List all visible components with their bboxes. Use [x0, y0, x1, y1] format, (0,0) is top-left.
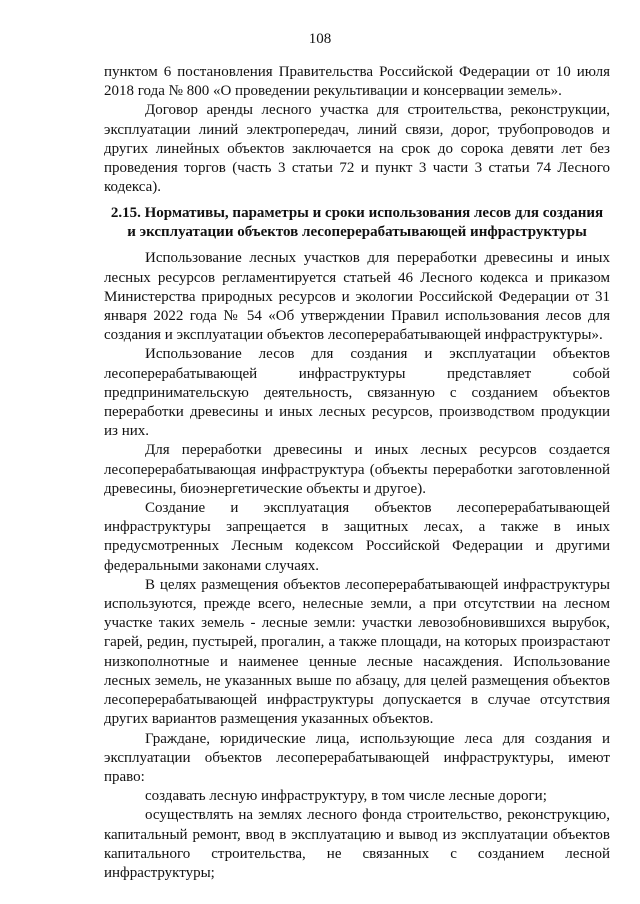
paragraph-continuation: пунктом 6 постановления Правительства Российской Федерации от 10 июля 2018 года № 800 «О проведении рекультивации и консервации земель».: [104, 64, 610, 100]
paragraph-prohibition: Создание и эксплуатация объектов лесоперерабатывающей инфраструктуры запрещается в защитных лесах, а также в иных предусмотренных Лесным кодексом Российской Федерации и другими федеральными законами случаях.: [104, 500, 610, 574]
list-item-construction: осуществлять на землях лесного фонда строительство, реконструкцию, капитальный ремонт, ввод в эксплуатацию и вывод из эксплуатации объектов капитального строительства, не связанных с созданием лесной инфраструктуры;: [104, 807, 610, 881]
section-heading: [104, 204, 610, 242]
page-number: 108: [308, 31, 332, 47]
paragraph-regulation: Использование лесных участков для переработки древесины и иных лесных ресурсов регламентируется статьей 46 Лесного кодекса и приказом Министерства природных ресурсов и экологии Российской Федерации от 31 января 2022 года № 54 «Об утверждении Правил использования лесов для создания и эксплуатации объектов лесоперерабатывающей инфраструктуры».: [104, 250, 610, 344]
section-heading-line1: 2.15. Нормативы, параметры и сроки использования лесов для создания: [110, 205, 604, 222]
section-heading-line2: и эксплуатации объектов лесоперерабатывающей инфраструктуры: [127, 224, 587, 241]
paragraph-land-use: В целях размещения объектов лесоперерабатывающей инфраструктуры используются, прежде всего, нелесные земли, а при отсутствии на лесном участке таких земель - лесные земли: участки левозобновившихся вырубок, гарей, редин, пустырей, прогалин, а также площади, на которых произрастают низкополнотные и наименее ценные лесные насаждения. Использование лесных земель, не указанных выше по абзацу, для целей размещения объектов лесоперерабатывающей инфраструктуры допускается в случае отсутствия других вариантов размещения указанных объектов.: [104, 576, 610, 728]
paragraph-infrastructure-created: Для переработки древесины и иных лесных ресурсов создается лесоперерабатывающая инфраструктура (объекты переработки заготовленной древесины, биоэнергетические объекты и другое).: [104, 442, 610, 497]
list-item-create-infrastructure: создавать лесную инфраструктуру, в том числе лесные дороги;: [145, 788, 547, 805]
document-body: [104, 63, 610, 883]
paragraph-rights-intro: Граждане, юридические лица, использующие леса для создания и эксплуатации объектов лесоперерабатывающей инфраструктуры, имеют право:: [104, 730, 610, 785]
paragraph-business-activity: Использование лесов для создания и эксплуатации объектов лесоперерабатывающей инфраструктуры представляет собой предпринимательскую деятельность, связанную с созданием объектов переработки древесины и иных лесных ресурсов, производством продукции из них.: [104, 346, 610, 440]
paragraph-lease-agreement: Договор аренды лесного участка для строительства, реконструкции, эксплуатации линий электропередач, линий связи, дорог, трубопроводов и других линейных объектов заключается на срок до сорока девяти лет без проведения торгов (часть 3 статьи 72 и пункт 3 части 3 статьи 74 Лесного кодекса).: [104, 102, 610, 196]
